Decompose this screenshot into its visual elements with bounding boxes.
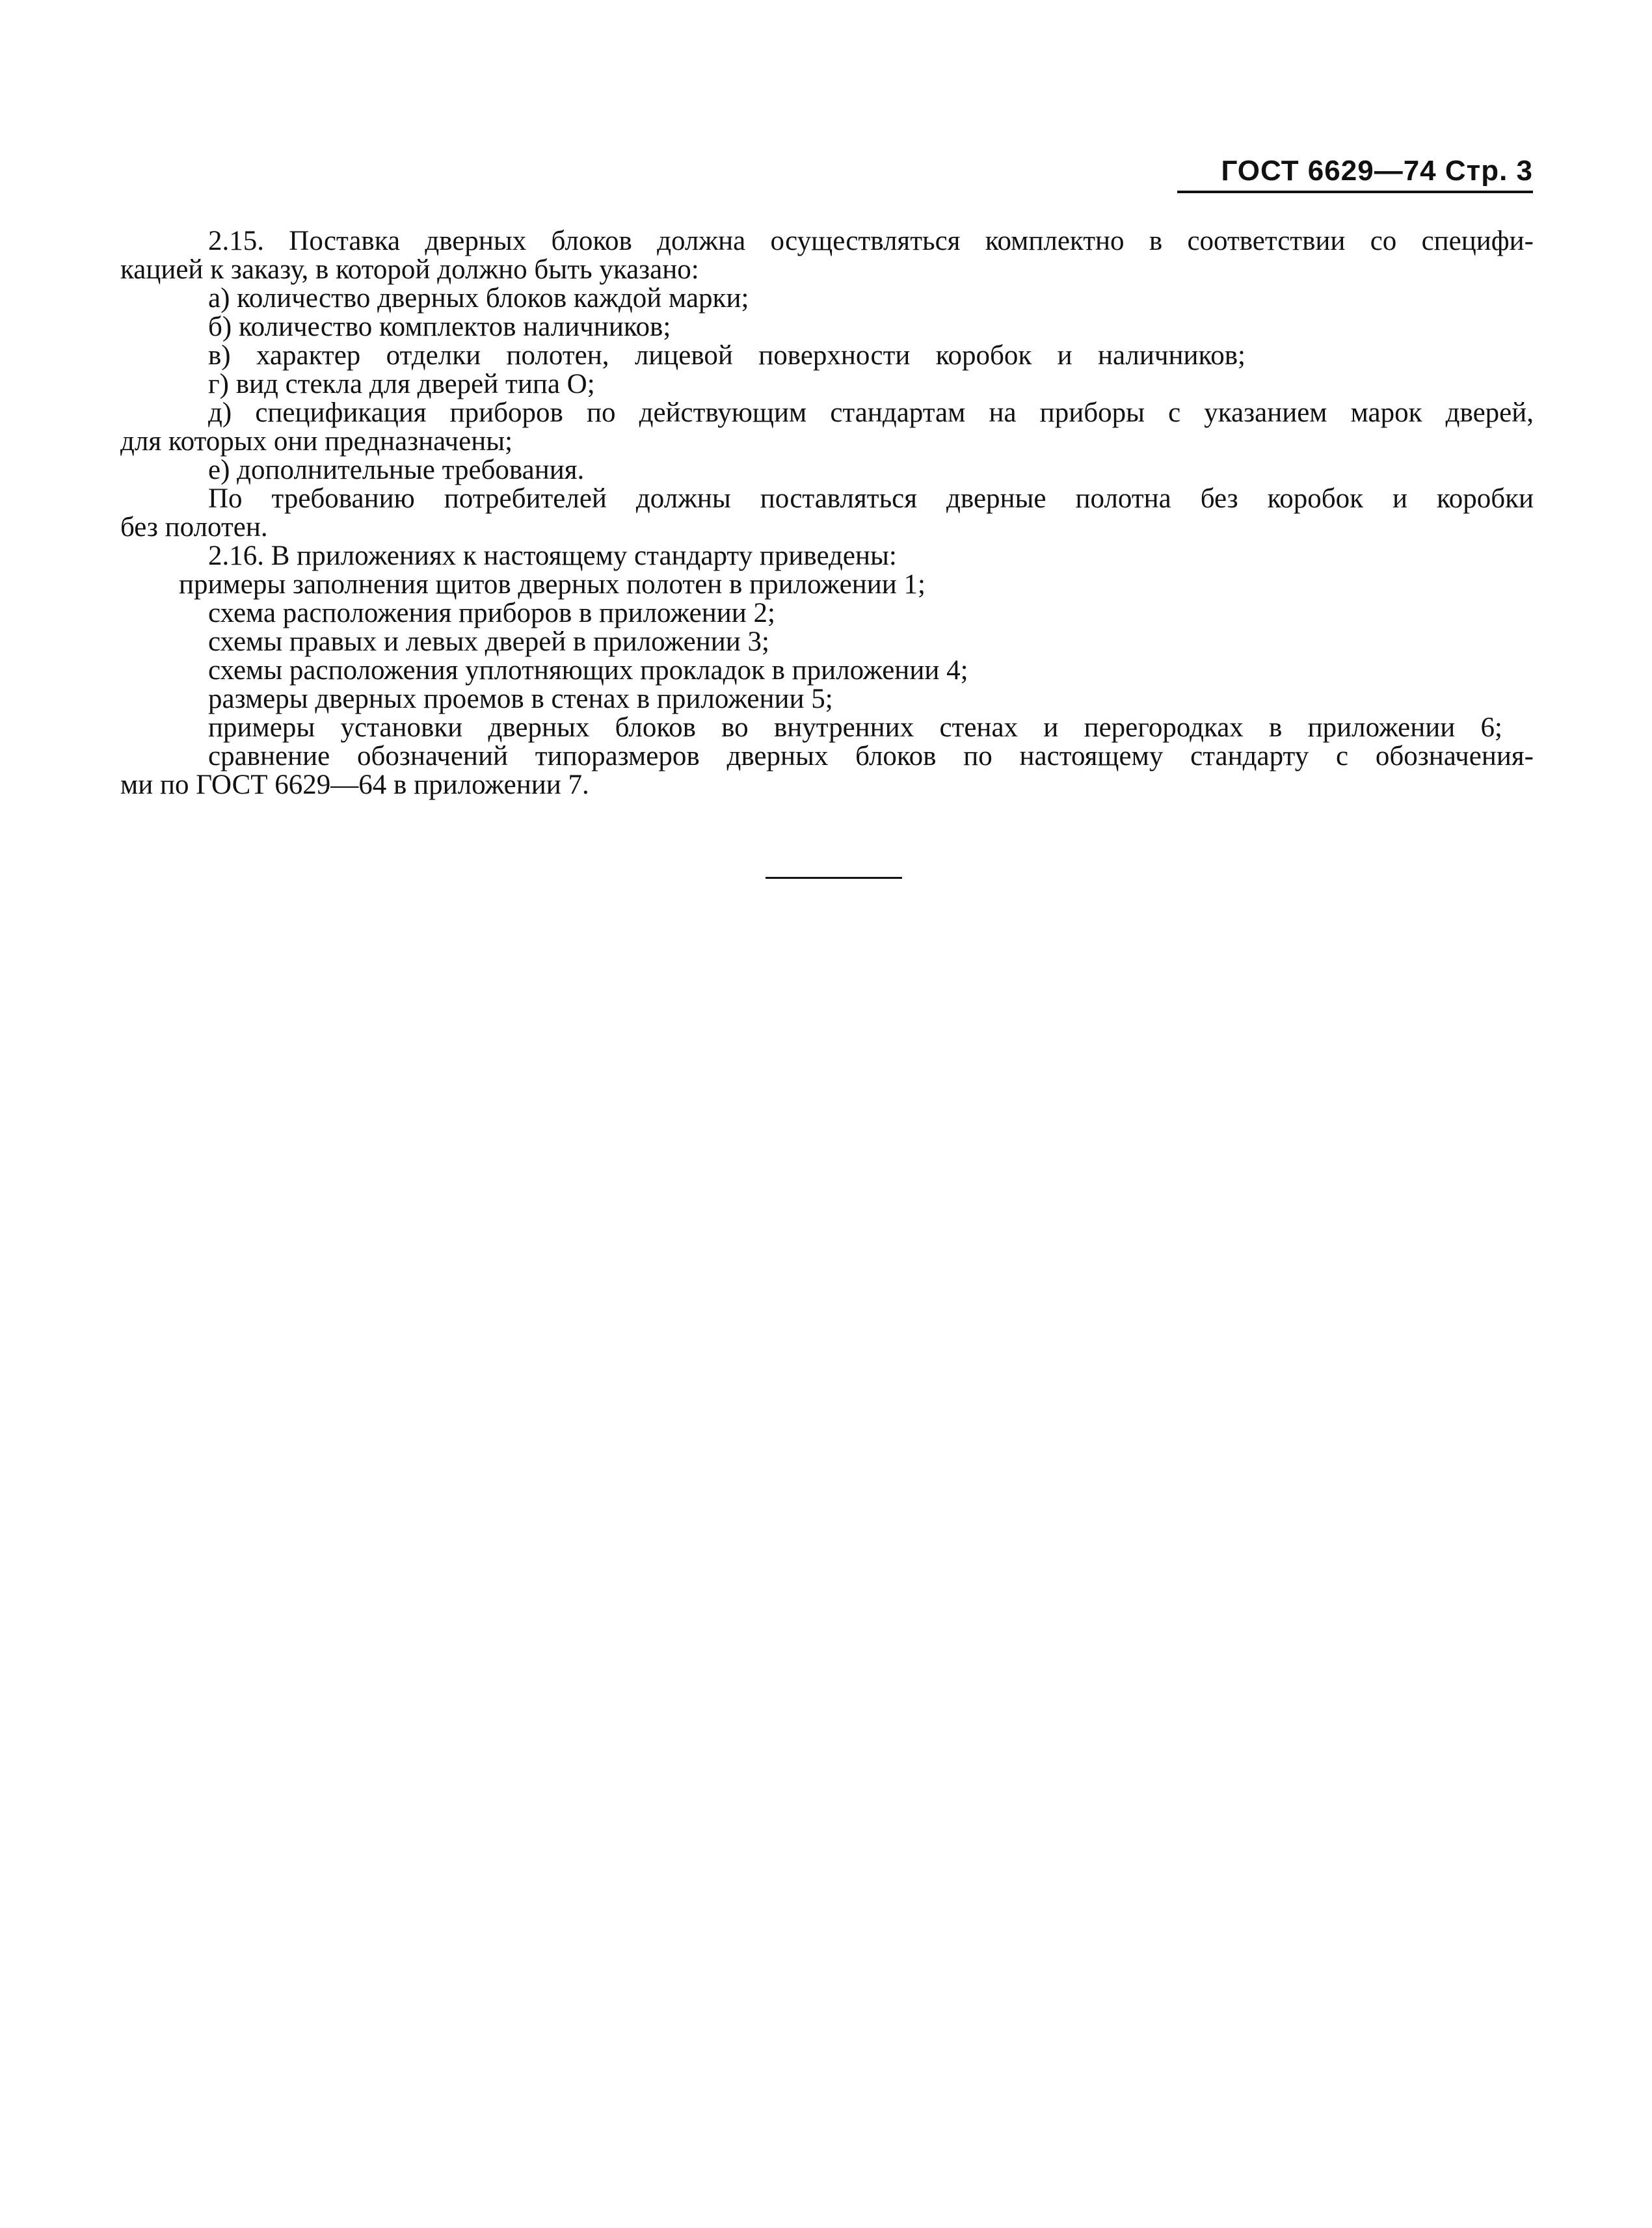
list-item: в) характер отделки полотен, лицевой поверхности коробок и наличников; (208, 340, 1246, 371)
paragraph-line: кацией к заказу, в которой должно быть указано: (120, 254, 699, 285)
end-rule (766, 877, 902, 879)
standard-number: ГОСТ 6629—74 (1221, 155, 1437, 187)
list-item: а) количество дверных блоков каждой марки; (208, 283, 749, 314)
paragraph-line: без полотен. (120, 512, 268, 543)
list-item: б) количество комплектов наличников; (208, 312, 671, 342)
paragraph-line: 2.16. В приложениях к настоящему стандарту приведены: (208, 541, 897, 571)
list-item: схема расположения приборов в приложении 2; (208, 598, 775, 628)
paragraph-line: 2.15. Поставка дверных блоков должна осуществляться комплектно в соответствии со специфи- (208, 226, 1534, 256)
list-item: примеры установки дверных блоков во внутренних стенах и перегородках в приложении 6; (208, 712, 1502, 743)
paragraph-line: По требованию потребителей должны поставляться дверные полотна без коробок и коробки (208, 483, 1534, 514)
list-item: г) вид стекла для дверей типа О; (208, 369, 595, 399)
list-item: размеры дверных проемов в стенах в приложении 5; (208, 684, 833, 714)
list-item: примеры заполнения щитов дверных полотен в приложении 1; (179, 569, 926, 600)
list-item: е) дополнительные требования. (208, 455, 585, 485)
page-number: Стр. 3 (1445, 155, 1533, 187)
list-item-continuation: ми по ГОСТ 6629—64 в приложении 7. (120, 770, 589, 800)
list-item-continuation: для которых они предназначены; (120, 426, 513, 457)
list-item: схемы расположения уплотняющих прокладок в приложении 4; (208, 655, 968, 686)
list-item: д) спецификация приборов по действующим стандартам на приборы с указанием марок дверей, (208, 397, 1534, 428)
running-header (1221, 155, 1533, 187)
list-item: схемы правых и левых дверей в приложении 3; (208, 626, 769, 657)
header-rule (1177, 191, 1533, 193)
list-item: сравнение обозначений типоразмеров дверных блоков по настоящему стандарту с обозначения- (208, 741, 1534, 772)
